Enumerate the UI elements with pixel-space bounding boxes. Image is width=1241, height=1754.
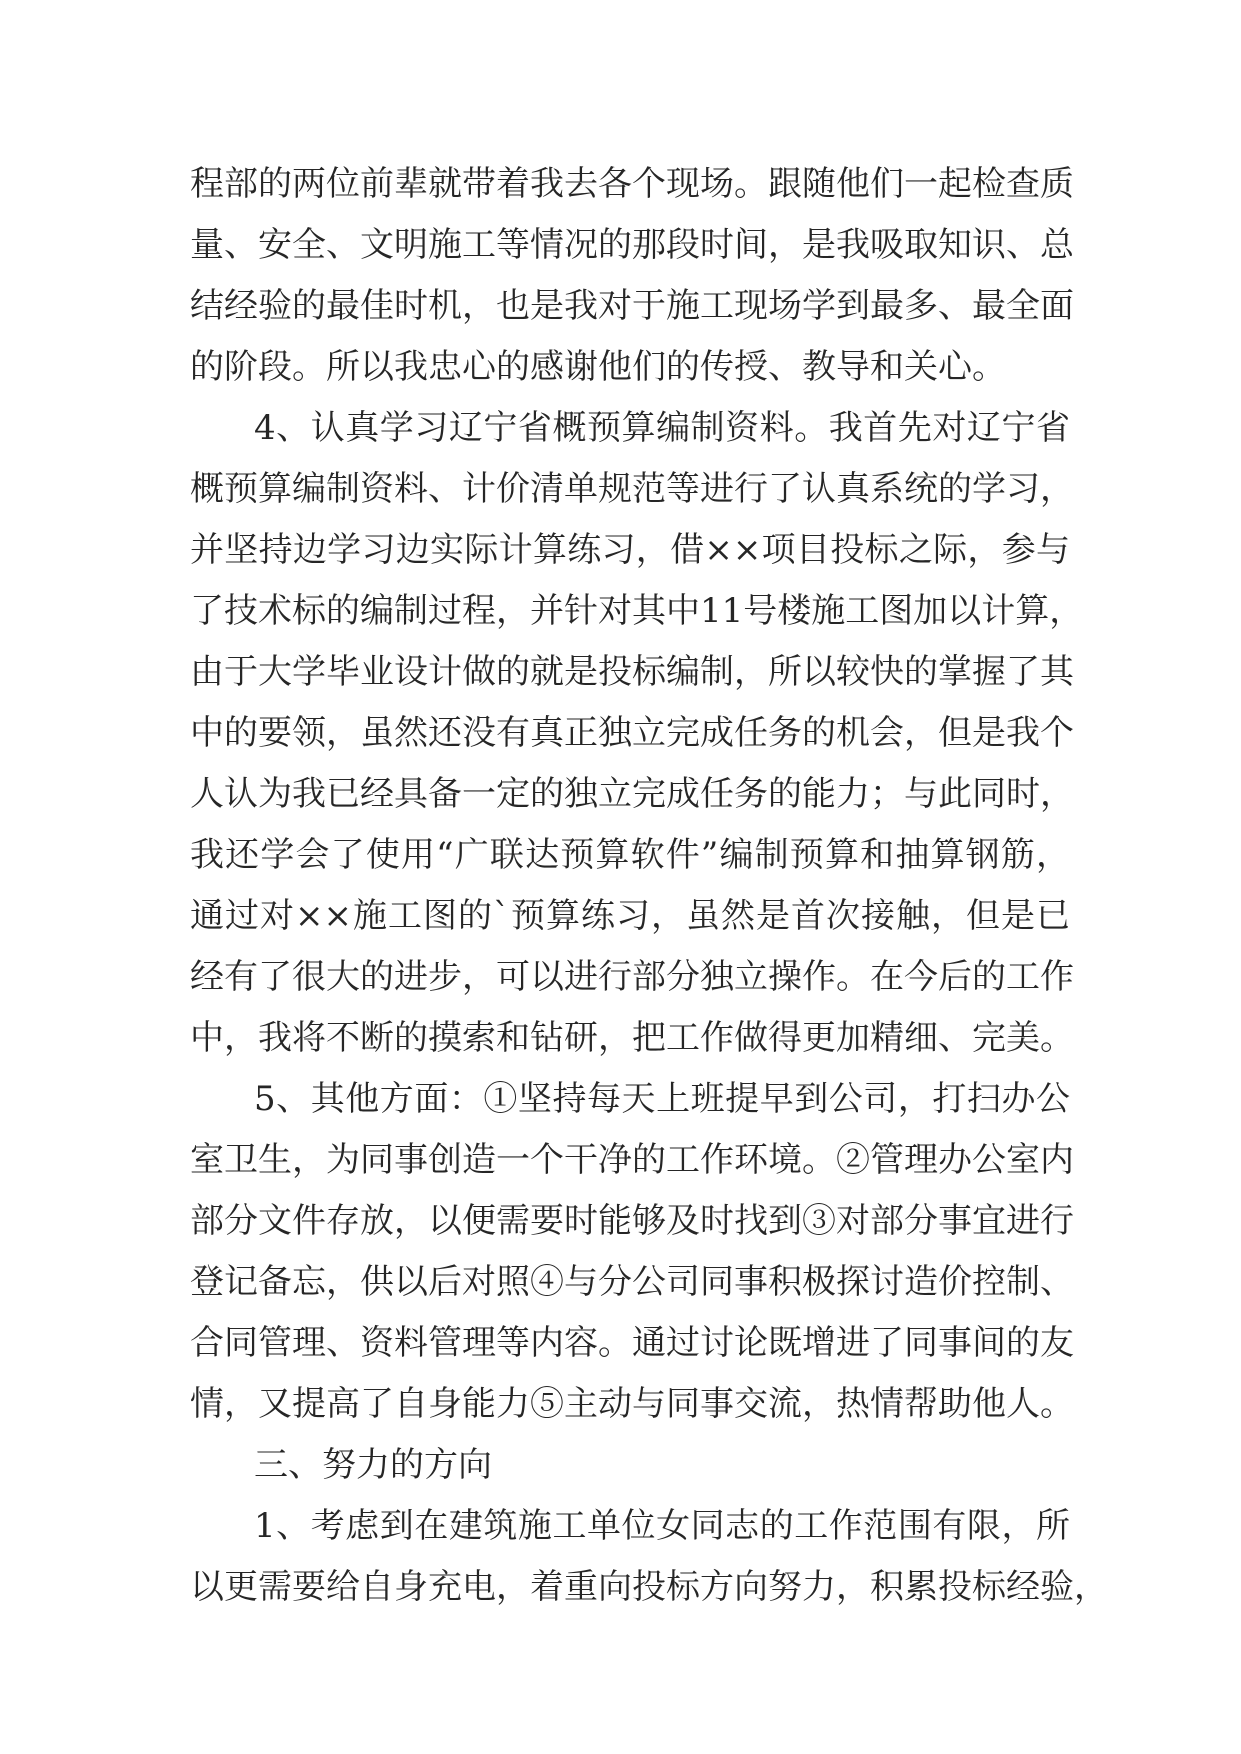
text-line: 并坚持边学习边实际计算练习，借××项目投标之际，参与 — [190, 530, 1070, 570]
text-line: 5、其他方面：①坚持每天上班提早到公司，打扫办公 — [254, 1079, 1070, 1119]
text-line: 三、努力的方向 — [254, 1445, 492, 1485]
text-line: 由于大学毕业设计做的就是投标编制，所以较快的掌握了其 — [190, 652, 1074, 692]
text-line: 量、安全、文明施工等情况的那段时间，是我吸取知识、总 — [190, 225, 1074, 265]
text-line: 程部的两位前辈就带着我去各个现场。跟随他们一起检查质 — [190, 164, 1074, 204]
text-line: 4、认真学习辽宁省概预算编制资料。我首先对辽宁省 — [254, 408, 1070, 448]
text-line: 中，我将不断的摸索和钻研，把工作做得更加精细、完美。 — [190, 1018, 1074, 1058]
text-line: 部分文件存放，以便需要时能够及时找到③对部分事宜进行 — [190, 1201, 1074, 1241]
text-line: 中的要领，虽然还没有真正独立完成任务的机会，但是我个 — [190, 713, 1074, 753]
text-line: 1、考虑到在建筑施工单位女同志的工作范围有限，所 — [254, 1506, 1070, 1546]
text-line: 以更需要给自身充电，着重向投标方向努力，积累投标经验， — [190, 1567, 1108, 1607]
text-line: 的阶段。所以我忠心的感谢他们的传授、教导和关心。 — [190, 347, 1006, 387]
text-line: 情，又提高了自身能力⑤主动与同事交流，热情帮助他人。 — [190, 1384, 1074, 1424]
text-line: 室卫生，为同事创造一个干净的工作环境。②管理办公室内 — [190, 1140, 1074, 1180]
text-line: 经有了很大的进步，可以进行部分独立操作。在今后的工作 — [190, 957, 1074, 997]
text-line: 结经验的最佳时机，也是我对于施工现场学到最多、最全面 — [190, 286, 1074, 326]
document-body — [190, 154, 1108, 1618]
text-line: 通过对××施工图的`预算练习，虽然是首次接触，但是已 — [190, 896, 1070, 936]
text-line: 概预算编制资料、计价清单规范等进行了认真系统的学习， — [190, 469, 1074, 509]
text-line: 了技术标的编制过程，并针对其中11号楼施工图加以计算， — [190, 591, 1084, 631]
text-line: 人认为我已经具备一定的独立完成任务的能力；与此同时， — [190, 774, 1074, 814]
text-line: 我还学会了使用“广联达预算软件”编制预算和抽算钢筋， — [190, 835, 1070, 875]
text-line: 登记备忘，供以后对照④与分公司同事积极探讨造价控制、 — [190, 1262, 1074, 1302]
text-line: 合同管理、资料管理等内容。通过讨论既增进了同事间的友 — [190, 1323, 1074, 1363]
